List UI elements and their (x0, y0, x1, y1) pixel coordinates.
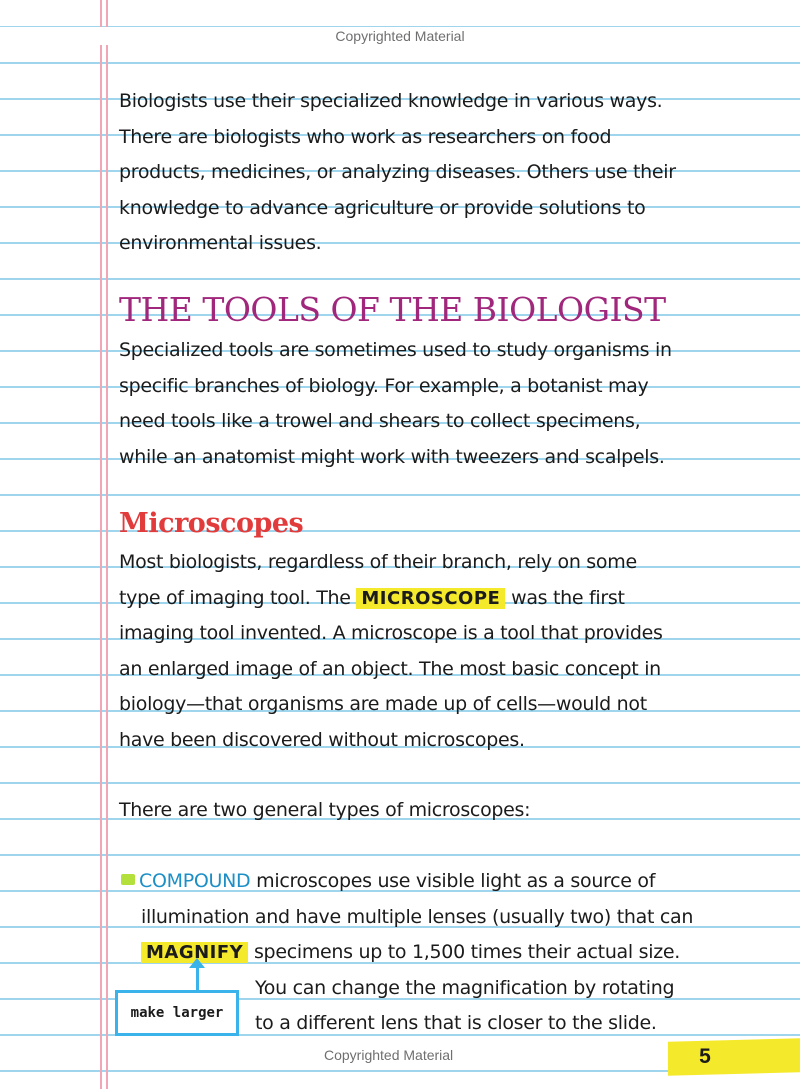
compound-line (121, 935, 761, 971)
microscopes-line: an enlarged image of an object. The most basic concept in (119, 657, 661, 680)
copyright-bottom: Copyrighted Material (320, 1046, 457, 1064)
intro-line: environmental issues. (119, 232, 322, 254)
margin-line-right (106, 0, 108, 1089)
tools-paragraph (119, 333, 759, 475)
intro-paragraph (119, 84, 759, 262)
compound-line-part: specimens up to 1,500 times their actual size. (248, 941, 680, 963)
intro-line: Biologists use their specialized knowledge in various ways. (119, 90, 663, 112)
compound-line: to a different lens that is closer to the slide. (255, 1012, 657, 1034)
microscopes-line-part: was the first (505, 586, 625, 609)
tools-line: specific branches of biology. For example, a botanist may (119, 374, 649, 397)
intro-line: knowledge to advance agriculture or provide solutions to (119, 196, 646, 219)
microscopes-line (119, 581, 759, 617)
microscopes-line: biology—that organisms are made up of cells—would not (119, 693, 647, 715)
intro-line: products, medicines, or analyzing diseases. Others use their (119, 161, 676, 183)
tools-line: Specialized tools are sometimes used to study organisms in (119, 339, 672, 361)
tools-line: need tools like a trowel and shears to collect specimens, (119, 410, 641, 432)
compound-line: illumination and have multiple lenses (usually two) that can (141, 905, 694, 928)
microscopes-paragraph (119, 545, 759, 758)
compound-line-part: microscopes use visible light as a source of (250, 870, 656, 892)
margin-line-left (100, 0, 102, 1089)
page-number: 5 (699, 1045, 711, 1068)
magnify-highlight: MAGNIFY (141, 942, 248, 963)
page-number-highlight (668, 1038, 800, 1075)
microscopes-line: Most biologists, regardless of their branch, rely on some (119, 551, 637, 573)
compound-term: COMPOUND (139, 870, 251, 892)
microscopes-line-part: type of imaging tool. The (119, 586, 357, 609)
types-intro: There are two general types of microscopes: (119, 799, 531, 821)
microscope-highlight: MICROSCOPE (356, 588, 505, 609)
compound-line (121, 864, 761, 900)
copyright-top: Copyrighted Material (0, 27, 800, 45)
microscopes-line: imaging tool invented. A microscope is a tool that provides (119, 622, 663, 644)
intro-line: There are biologists who work as researchers on food (119, 125, 612, 148)
tools-line: while an anatomist might work with tweezers and scalpels. (119, 445, 665, 468)
definition-callout: make larger (115, 990, 239, 1036)
microscopes-line: have been discovered without microscopes. (119, 728, 525, 751)
bullet-icon (121, 874, 135, 885)
compound-line: You can change the magnification by rotating (255, 976, 675, 999)
microscopes-heading: Microscopes (119, 508, 304, 539)
arrow-shaft (196, 966, 199, 992)
tools-heading: THE TOOLS OF THE BIOLOGIST (119, 290, 666, 329)
